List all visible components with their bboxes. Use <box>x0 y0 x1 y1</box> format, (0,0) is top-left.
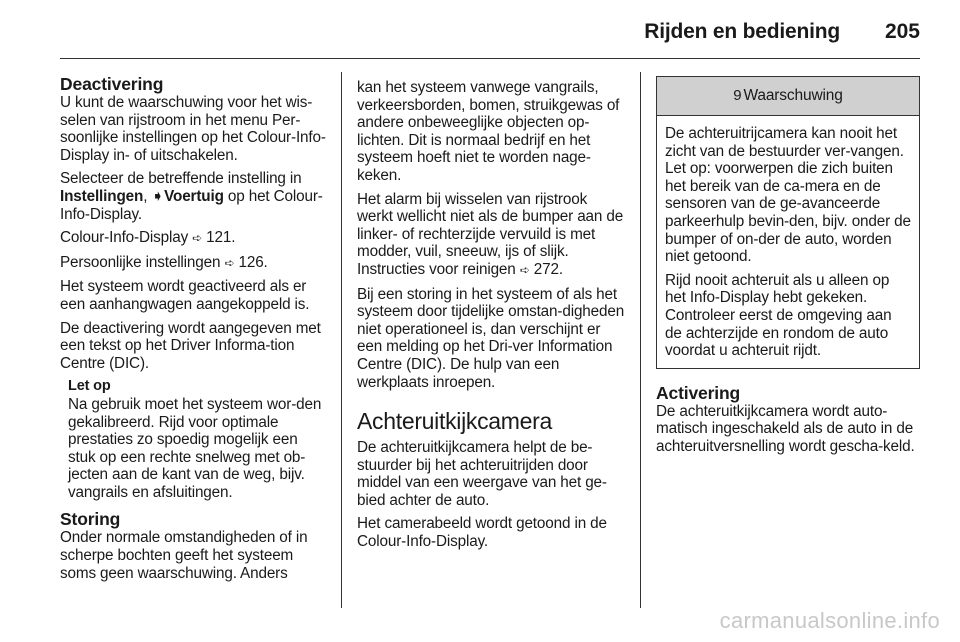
page-reference: Persoonlijke instellingen ➪ 126. <box>60 253 268 271</box>
menu-arrow-icon: ➧ <box>151 187 165 205</box>
column-3 <box>656 74 922 462</box>
paragraph: Het camerabeeld wordt getoond in de Colour-Info-Display. <box>357 515 607 551</box>
paragraph-with-reference: Het alarm bij wisselen van rijstrook werkt wellicht niet als de bumper aan de linker- of rechterzijde vervuild is met modder, vuil, sneeuw, ijs of slijk. Instructies voor reinigen ➪ 272. <box>357 190 624 278</box>
heading-storing: Storing <box>60 509 121 530</box>
warning-body <box>657 116 919 368</box>
menu-voertuig: Voertuig <box>164 187 224 205</box>
heading-deactivering: Deactivering <box>60 74 164 94</box>
page-header <box>60 0 920 59</box>
note-text: Na gebruik moet het systeem wor-den gekalibreerd. Rijd voor optimale prestaties zo spoedig mogelijk een stuk op een rechte snelweg met ob-jecten aan de kant van de weg, bijv. vangrails en afsluitingen. <box>68 395 322 501</box>
paragraph: kan het systeem vanwege vangrails, verkeersborden, bomen, struikgewas of andere onbeweeglijke objecten op-lichten. Dit is normaal bedrijf en het systeem hoeft niet te worden nage-keken. <box>357 79 620 184</box>
menu-instellingen: Instellingen <box>60 187 144 205</box>
paragraph: Het systeem wordt geactiveerd als er een aanhangwagen aangekoppeld is. <box>60 278 310 313</box>
heading-achteruitkijkcamera: Achteruitkijkcamera <box>357 408 552 435</box>
column-1 <box>60 74 326 588</box>
warning-header <box>657 77 919 116</box>
page-ref-arrow-icon: ➪ <box>192 231 203 246</box>
warning-title: Waarschuwing <box>743 87 843 104</box>
paragraph: Onder normale omstandigheden of in scherpe bochten geeft het systeem soms geen waarschuwing. Anders <box>60 529 308 582</box>
paragraph: De deactivering wordt aangegeven met een tekst op het Driver Informa-tion Centre (DIC). <box>60 319 321 372</box>
page-ref-arrow-icon: ➪ <box>224 255 235 270</box>
paragraph: Bij een storing in het systeem of als het systeem door tijdelijke omstan-digheden niet operationeel is, dan verschijnt er een melding op het Dri-ver Information Centre (DIC). De hulp van een werkplaats inroepen. <box>357 285 625 391</box>
page-reference: Colour-Info-Display ➪ 121. <box>60 229 236 247</box>
page-ref-arrow-icon: ➪ <box>519 262 530 277</box>
column-divider-2 <box>640 72 641 608</box>
heading-activering: Activering <box>656 382 741 403</box>
note-title: Let op <box>68 378 111 395</box>
watermark: carmanualsonline.info <box>719 608 940 633</box>
column-2 <box>357 79 625 557</box>
warning-box <box>656 76 920 369</box>
paragraph: U kunt de waarschuwing voor het wis-selen van rijstroom in het menu Per-soonlijke instellingen op het Colour-Info-Display in- of uitschakelen. <box>60 94 326 164</box>
paragraph: De achteruitkijkcamera helpt de be-stuurder bij het achteruitrijden door middel van een weergave van het ge-bied achter de auto. <box>357 439 607 509</box>
warning-icon: 9 <box>733 87 742 104</box>
paragraph: De achteruitkijkcamera wordt auto-matisch ingeschakeld als de auto in de achteruitversnelling wordt gescha-keld. <box>656 402 915 455</box>
paragraph-settings-path: Selecteer de betreffende instelling in Instellingen, ➧Voertuig op het Colour-Info-Display. <box>60 170 323 223</box>
warning-text: Rijd nooit achteruit als u alleen op het Info-Display hebt gekeken. Controleer eerst de omgeving aan de achterzijde en rondom de auto voordat u achteruit rijdt. <box>665 271 892 360</box>
page-number: 205 <box>884 20 920 43</box>
note-block <box>68 378 326 501</box>
page-title: Rijden en bediening <box>644 20 840 43</box>
column-divider-1 <box>341 72 342 608</box>
warning-text: De achteruitrijcamera kan nooit het zicht van de bestuurder ver-vangen. Let op: voorwerpen die zich buiten het bereik van de ca-mera en de sensoren van de ge-avanceerde parkeerhulp bevin-den, bijv. onder de bumper of on-der de auto, worden niet getoond. <box>665 125 911 266</box>
